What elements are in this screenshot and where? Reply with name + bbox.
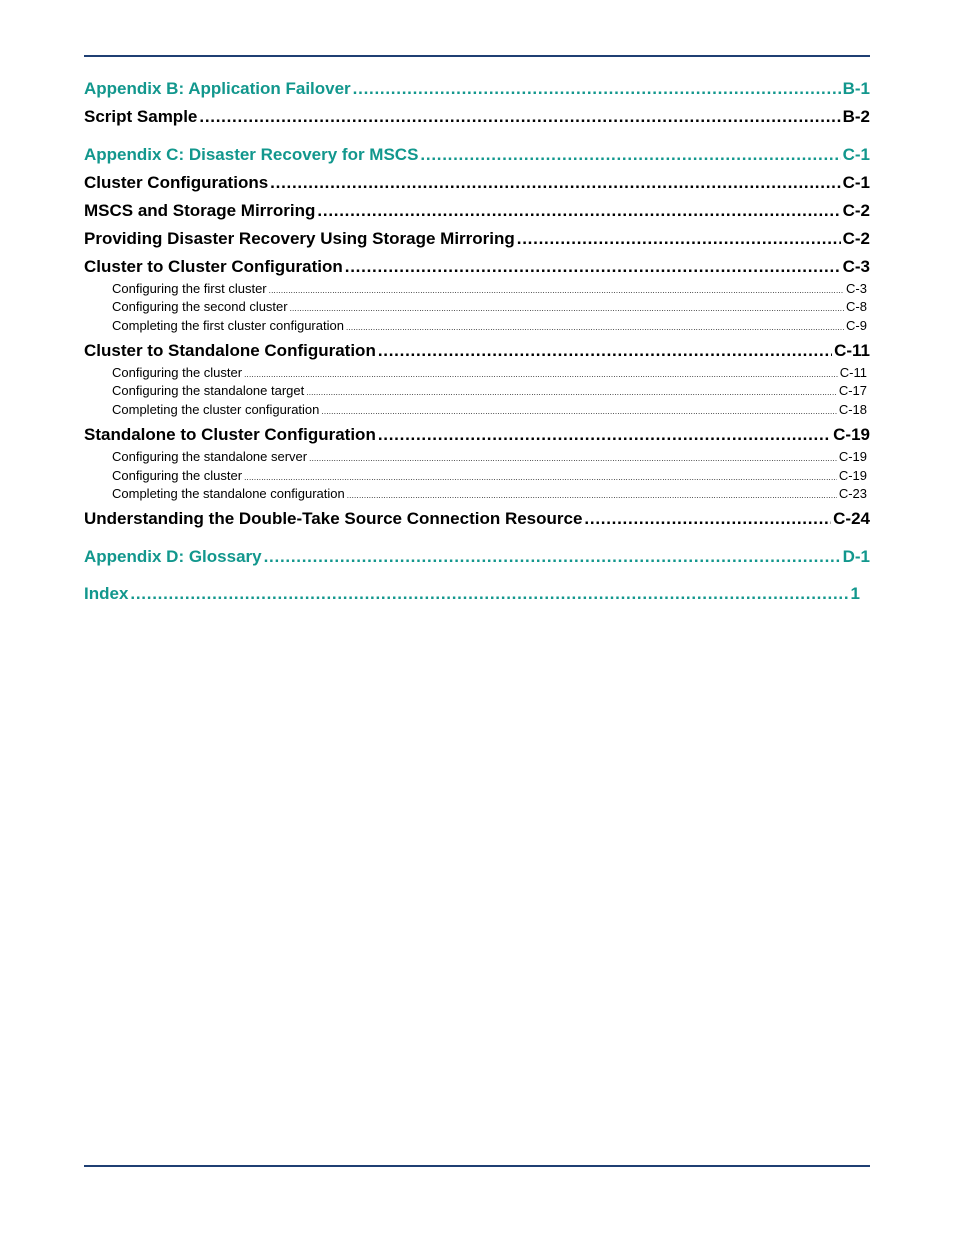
toc-entry-title: Cluster to Standalone Configuration: [84, 341, 376, 360]
toc-entry-page: C-9: [846, 318, 867, 333]
toc-entry-page: C-1: [842, 173, 870, 192]
toc-entry-sub[interactable]: [112, 318, 867, 333]
toc-entry-sub[interactable]: [112, 365, 867, 380]
toc-entry-title: Index: [84, 584, 129, 603]
toc-entry-page: C-24: [833, 509, 870, 528]
toc-entry-section[interactable]: [84, 201, 870, 221]
toc-entry-section[interactable]: [84, 107, 870, 127]
toc-entry-sub[interactable]: [112, 468, 867, 483]
toc-entry-page: C-17: [838, 383, 867, 398]
header-rule: [84, 55, 870, 57]
dot-leader: [321, 402, 836, 417]
dot-leader: [347, 486, 837, 501]
toc-entry-sub[interactable]: [112, 299, 867, 314]
dot-leader: [353, 79, 841, 99]
dot-leader: [130, 584, 848, 604]
dot-leader: [269, 281, 844, 296]
dot-leader: [270, 173, 840, 193]
dot-leader: [244, 468, 837, 483]
toc-entry-appendix[interactable]: [84, 79, 870, 99]
dot-leader: [346, 318, 844, 333]
dot-leader: [199, 107, 840, 127]
toc-entry-title: Configuring the cluster: [112, 468, 243, 483]
toc-entry-appendix[interactable]: [84, 547, 870, 567]
toc-entry-sub[interactable]: [112, 449, 867, 464]
footer-rule: [84, 1165, 870, 1167]
dot-leader: [584, 509, 831, 529]
dot-leader: [309, 449, 837, 464]
toc-entry-section[interactable]: [84, 425, 870, 445]
toc-entry-title: Completing the standalone configuration: [112, 486, 345, 501]
toc-entry-page: C-1: [842, 145, 870, 164]
dot-leader: [378, 341, 832, 361]
toc-entry-page: C-2: [842, 201, 870, 220]
toc-entry-page: C-3: [846, 281, 867, 296]
toc-entry-page: D-1: [842, 547, 870, 566]
toc-entry-section[interactable]: [84, 173, 870, 193]
toc-entry-title: Appendix D: Glossary: [84, 547, 262, 566]
toc-entry-page: C-11: [839, 365, 867, 380]
toc-entry-title: Script Sample: [84, 107, 198, 126]
toc-entry-page: 1: [850, 584, 860, 603]
toc-entry-sub[interactable]: [112, 383, 867, 398]
toc-entry-appendix[interactable]: [84, 145, 870, 165]
toc-entry-page: C-18: [838, 402, 867, 417]
toc-entry-title: Cluster Configurations: [84, 173, 269, 192]
toc-entry-page: B-2: [842, 107, 870, 126]
dot-leader: [420, 145, 840, 165]
toc-entry-title: Configuring the second cluster: [112, 299, 288, 314]
toc-entry-page: C-19: [833, 425, 870, 444]
toc-entry-section[interactable]: [84, 257, 870, 277]
toc-entry-title: Appendix C: Disaster Recovery for MSCS: [84, 145, 419, 164]
toc-entry-title: Understanding the Double-Take Source Connection Resource: [84, 509, 583, 528]
toc-entry-section[interactable]: [84, 509, 870, 529]
toc-entry-page: B-1: [842, 79, 870, 98]
toc-entry-page: C-2: [842, 229, 870, 248]
toc-entry-title: Appendix B: Application Failover: [84, 79, 351, 98]
toc-entry-title: Cluster to Cluster Configuration: [84, 257, 343, 276]
dot-leader: [264, 547, 841, 567]
dot-leader: [378, 425, 831, 445]
toc-entry-title: Configuring the standalone target: [112, 383, 305, 398]
toc-entry-sub[interactable]: [112, 281, 867, 296]
toc-entry-title: MSCS and Storage Mirroring: [84, 201, 316, 220]
toc-entry-section[interactable]: [84, 341, 870, 361]
toc-entry-title: Completing the first cluster configuration: [112, 318, 344, 333]
toc-entry-page: C-11: [834, 341, 870, 360]
toc-entry-title: Standalone to Cluster Configuration: [84, 425, 376, 444]
dot-leader: [517, 229, 841, 249]
toc-entry-title: Providing Disaster Recovery Using Storage Mirroring: [84, 229, 515, 248]
toc-entry-title: Completing the cluster configuration: [112, 402, 320, 417]
toc-entry-sub[interactable]: [112, 402, 867, 417]
toc-entry-title: Configuring the first cluster: [112, 281, 267, 296]
dot-leader: [244, 365, 838, 380]
dot-leader: [345, 257, 841, 277]
toc-entry-title: Configuring the cluster: [112, 365, 243, 380]
dot-leader: [306, 383, 837, 398]
toc-entry-title: Configuring the standalone server: [112, 449, 308, 464]
toc-entry-page: C-19: [838, 449, 867, 464]
toc-entry-page: C-19: [838, 468, 867, 483]
toc-entry-page: C-23: [838, 486, 867, 501]
toc-entry-page: C-8: [846, 299, 867, 314]
dot-leader: [290, 299, 844, 314]
toc-entry-section[interactable]: [84, 229, 870, 249]
dot-leader: [317, 201, 840, 221]
toc-entry-sub[interactable]: [112, 486, 867, 501]
toc-entry-appendix[interactable]: [84, 584, 860, 604]
toc-entry-page: C-3: [842, 257, 870, 276]
